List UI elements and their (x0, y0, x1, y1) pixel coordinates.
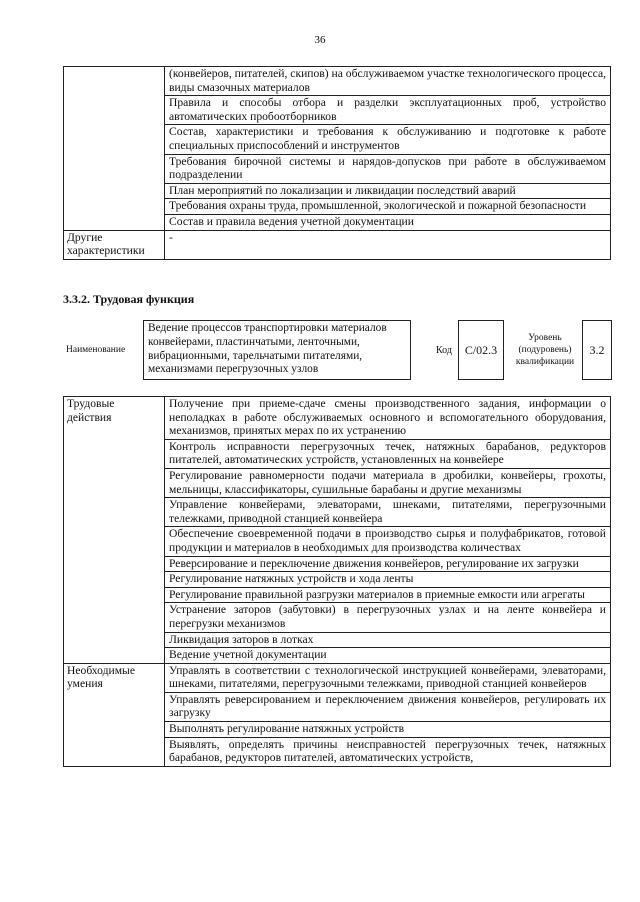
labor-action-item: Регулирование натяжных устройств и хода ленты (165, 572, 611, 588)
knowledge-item: Требования бирочной системы и нарядов-допусков при работе в обслуживаемом подразделении (165, 154, 611, 183)
table-row (64, 230, 611, 259)
table-row (64, 67, 611, 96)
labor-action-item: Ликвидация заторов в лотках (165, 632, 611, 648)
required-skills-label: Необходимые умения (64, 663, 165, 766)
knowledge-item: Состав, характеристики и требования к обслуживанию и подготовке к работе специальных приспособлений и инструментов (165, 125, 611, 154)
required-skill-item: Управлять в соответствии с технологической инструкцией конвейерами, элеваторами, шнеками, питателями, перегрузочными тележками, приводной станцией конвейеров (165, 663, 611, 692)
function-table (63, 396, 611, 767)
required-skill-item: Выявлять, определять причины неисправностей перегрузочных течек, натяжных барабанов, редукторов питателей, автоматических устройств, (165, 737, 611, 766)
other-characteristics-value: - (165, 230, 611, 259)
code-label: Код (436, 345, 452, 356)
labor-actions-label: Трудовые действия (64, 397, 165, 664)
labor-action-item: Ведение учетной документации (165, 648, 611, 664)
labor-action-item: Регулирование равномерности подачи материала в дробилки, конвейеры, грохоты, мельницы, классификаторы, сушильные барабаны и другие механизмы (165, 468, 611, 497)
table-row (64, 397, 611, 440)
knowledge-item: Состав и правила ведения учетной документации (165, 214, 611, 230)
name-value: Ведение процессов транспортировки материалов конвейерами, пластинчатыми, ленточными, вибрационными, тарельчатыми питателями, механизмами перегрузочных узлов (143, 320, 411, 380)
labor-action-item: Устранение заторов (забутовки) в перегрузочных узлах и на ленте конвейера и перегрузки механизмов (165, 603, 611, 632)
other-characteristics-label: Другие характеристики (64, 230, 165, 259)
section-title: 3.3.2. Трудовая функция (63, 292, 195, 306)
labor-action-item: Обеспечение своевременной подачи в производство сырья и полуфабрикатов, готовой продукции и материалов в необходимых для производства количествах (165, 527, 611, 556)
required-skill-item: Выполнять регулирование натяжных устройств (165, 722, 611, 738)
function-name-block (66, 320, 612, 384)
knowledge-item: Требования охраны труда, промышленной, экологической и пожарной безопасности (165, 199, 611, 215)
labor-action-item: Управление конвейерами, элеваторами, шнеками, питателями, перегрузочными тележками, приводной станцией конвейера (165, 498, 611, 527)
labor-action-item: Реверсирование и переключение движения конвейеров, регулирование их загрузки (165, 556, 611, 572)
level-label: Уровень (подуровень) квалификации (515, 333, 575, 367)
row-label-empty (64, 67, 165, 231)
labor-action-item: Контроль исправности перегрузочных течек, натяжных барабанов, редукторов питателей, автоматических устройств, установленных на конвейере (165, 439, 611, 468)
knowledge-item: (конвейеров, питателей, скипов) на обслуживаемом участке технологического процесса, виды смазочных материалов (165, 67, 611, 96)
labor-action-item: Получение при приеме-сдаче смены производственного задания, информации о неполадках в работе обслуживаемых основного и вспомогательного оборудования, механизмов, принятых мерах по их устранению (165, 397, 611, 440)
name-label: Наименование (66, 345, 126, 355)
table-row (64, 663, 611, 692)
knowledge-item: План мероприятий по локализации и ликвидации последствий аварий (165, 183, 611, 199)
required-skill-item: Управлять реверсированием и переключением движения конвейеров, регулировать их загрузку (165, 692, 611, 721)
labor-action-item: Регулирование правильной разгрузки материалов в приемные емкости или агрегаты (165, 587, 611, 603)
code-value: C/02.3 (458, 320, 504, 380)
level-value: 3.2 (582, 320, 612, 380)
knowledge-table (63, 66, 611, 260)
page-number: 36 (314, 34, 326, 46)
knowledge-item: Правила и способы отбора и разделки эксплуатационных проб, устройство автоматических пробоотборников (165, 96, 611, 125)
